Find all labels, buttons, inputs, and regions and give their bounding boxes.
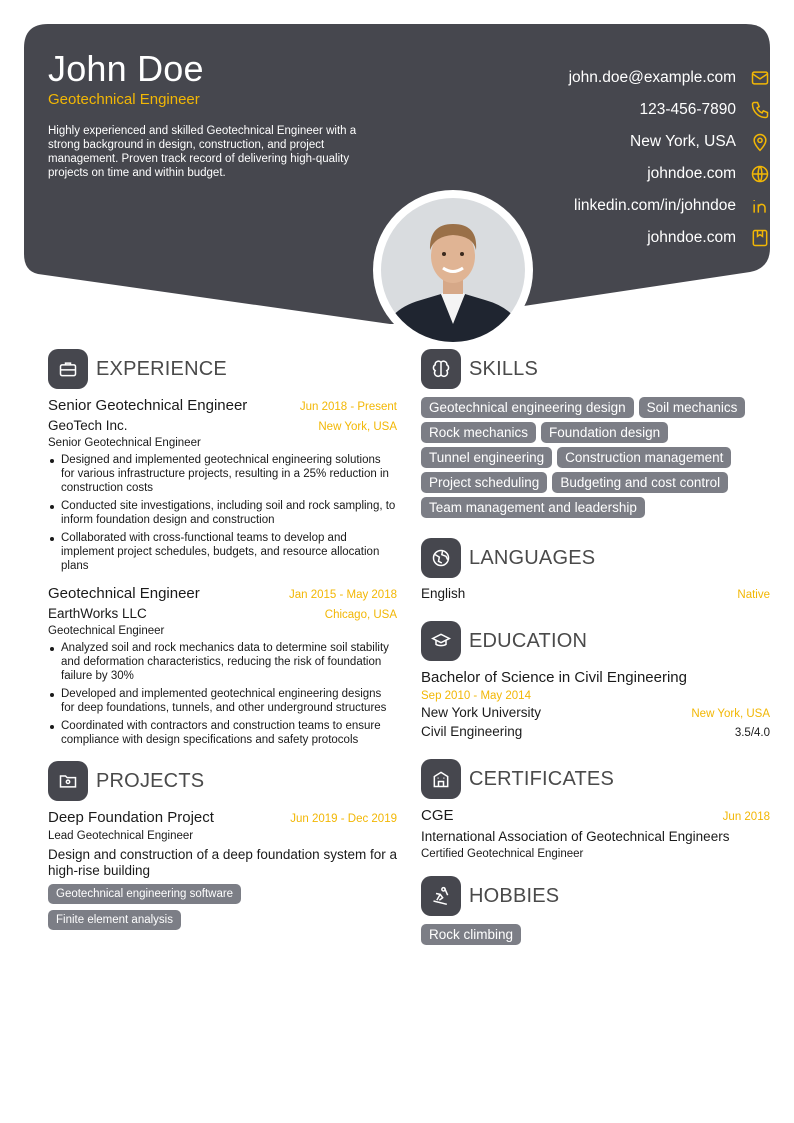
language-globe-icon [421,538,461,578]
contact-email-text[interactable]: john.doe@example.com [568,69,736,86]
experience-entry [48,397,397,573]
job-bullet: Developed and implemented geotechnical engineering designs for deep foundations, tunnels, and other underground structures [48,687,397,715]
contact-phone[interactable] [430,94,770,126]
skill-tag: Team management and leadership [421,497,645,518]
globe-icon [750,164,770,184]
skills-header [421,349,770,389]
languages-title: LANGUAGES [469,546,596,569]
project-tag: Geotechnical engineering software [48,884,241,904]
certificates-header [421,759,770,799]
education-location: New York, USA [691,708,770,720]
skill-tag: Geotechnical engineering design [421,397,634,418]
avatar-photo [381,198,525,342]
certificate-issuer: International Association of Geotechnical Engineers [421,829,730,844]
job-role: Geotechnical Engineer [48,585,200,602]
candidate-name: John Doe [48,48,204,89]
experience-entry [48,585,397,747]
mail-icon [750,68,770,88]
skill-tag: Construction management [557,447,731,468]
job-bullet: Collaborated with cross-functional teams to develop and implement project schedules, budgets, and resource allocation plans [48,531,397,573]
experience-header [48,349,397,389]
skills-list [421,397,770,522]
job-bullets [48,641,397,747]
hobby-tag: Rock climbing [421,924,521,945]
skills-title: SKILLS [469,357,539,380]
certificate-name: CGE [421,807,454,824]
hobbies-title: HOBBIES [469,884,560,907]
contact-location-text: New York, USA [630,133,736,150]
project-dates: Jun 2019 - Dec 2019 [290,813,397,825]
language-row [421,586,770,601]
skill-tag: Tunnel engineering [421,447,552,468]
contact-website-text[interactable]: johndoe.com [647,165,736,182]
job-bullet: Designed and implemented geotechnical engineering solutions for various infrastructure projects, resulting in a 25% reduction in construction costs [48,453,397,495]
folder-icon [48,761,88,801]
language-name: English [421,586,466,601]
graduation-cap-icon [421,621,461,661]
job-subtitle: Geotechnical Engineer [48,625,165,637]
hobbies-list [421,924,770,949]
contact-location [430,126,770,158]
education-entry [421,669,770,739]
contact-portfolio-text[interactable]: johndoe.com [647,229,736,246]
job-dates: Jun 2018 - Present [299,401,397,413]
building-icon [421,759,461,799]
hobbies-header [421,876,770,916]
education-header [421,621,770,661]
languages-header [421,538,770,578]
certificate-date: Jun 2018 [722,811,770,823]
job-bullet: Analyzed soil and rock mechanics data to determine soil stability and deformation characteristics, reducing the risk of foundation failure by 30% [48,641,397,683]
education-dates: Sep 2010 - May 2014 [421,690,531,702]
location-pin-icon [750,132,770,152]
job-company: EarthWorks LLC [48,606,147,621]
job-subtitle: Senior Geotechnical Engineer [48,437,201,449]
candidate-title: Geotechnical Engineer [48,91,200,108]
skill-tag: Soil mechanics [639,397,746,418]
certificate-full-name: Certified Geotechnical Engineer [421,848,584,860]
project-description: Design and construction of a deep foundation system for a high-rise building [48,847,397,878]
phone-icon [750,100,770,120]
job-company: GeoTech Inc. [48,418,128,433]
contact-linkedin-text[interactable]: linkedin.com/in/johndoe [574,197,736,214]
skill-tag: Project scheduling [421,472,547,493]
contact-email[interactable] [430,62,770,94]
summary-text: Highly experienced and skilled Geotechnical Engineer with a strong background in design, construction, and project management. Proven track record of delivering high-quality projects on time and within budget. [48,125,357,179]
experience-title: EXPERIENCE [96,357,227,380]
job-bullet: Conducted site investigations, including soil and rock sampling, to inform foundation design and construction [48,499,397,527]
project-role: Lead Geotechnical Engineer [48,830,194,842]
project-tags [48,884,397,934]
language-level: Native [737,589,770,601]
linkedin-icon [750,196,770,216]
skill-tag: Foundation design [541,422,668,443]
avatar [381,198,525,342]
job-location: New York, USA [318,421,397,433]
briefcase-icon [48,349,88,389]
projects-header [48,761,397,801]
project-name: Deep Foundation Project [48,809,214,826]
skier-icon [421,876,461,916]
education-school: New York University [421,705,542,720]
job-dates: Jan 2015 - May 2018 [288,589,397,601]
skill-tag: Rock mechanics [421,422,536,443]
certificates-title: CERTIFICATES [469,767,615,790]
education-degree: Bachelor of Science in Civil Engineering [421,669,687,686]
job-role: Senior Geotechnical Engineer [48,397,248,414]
brain-icon [421,349,461,389]
job-location: Chicago, USA [324,609,397,621]
education-field: Civil Engineering [421,724,523,739]
job-bullet: Coordinated with contractors and construction teams to ensure compliance with design specifications and safety protocols [48,719,397,747]
skill-tag: Budgeting and cost control [552,472,728,493]
contact-phone-text[interactable]: 123-456-7890 [639,101,736,118]
project-tag: Finite element analysis [48,910,181,930]
education-gpa: 3.5/4.0 [734,727,770,739]
job-bullets [48,453,397,573]
left-column [48,349,397,934]
contact-website[interactable] [430,158,770,190]
certificate-entry [421,807,770,860]
bookmark-icon [750,228,770,248]
projects-title: PROJECTS [96,769,205,792]
education-title: EDUCATION [469,629,588,652]
project-entry [48,809,397,934]
right-column [421,349,770,949]
